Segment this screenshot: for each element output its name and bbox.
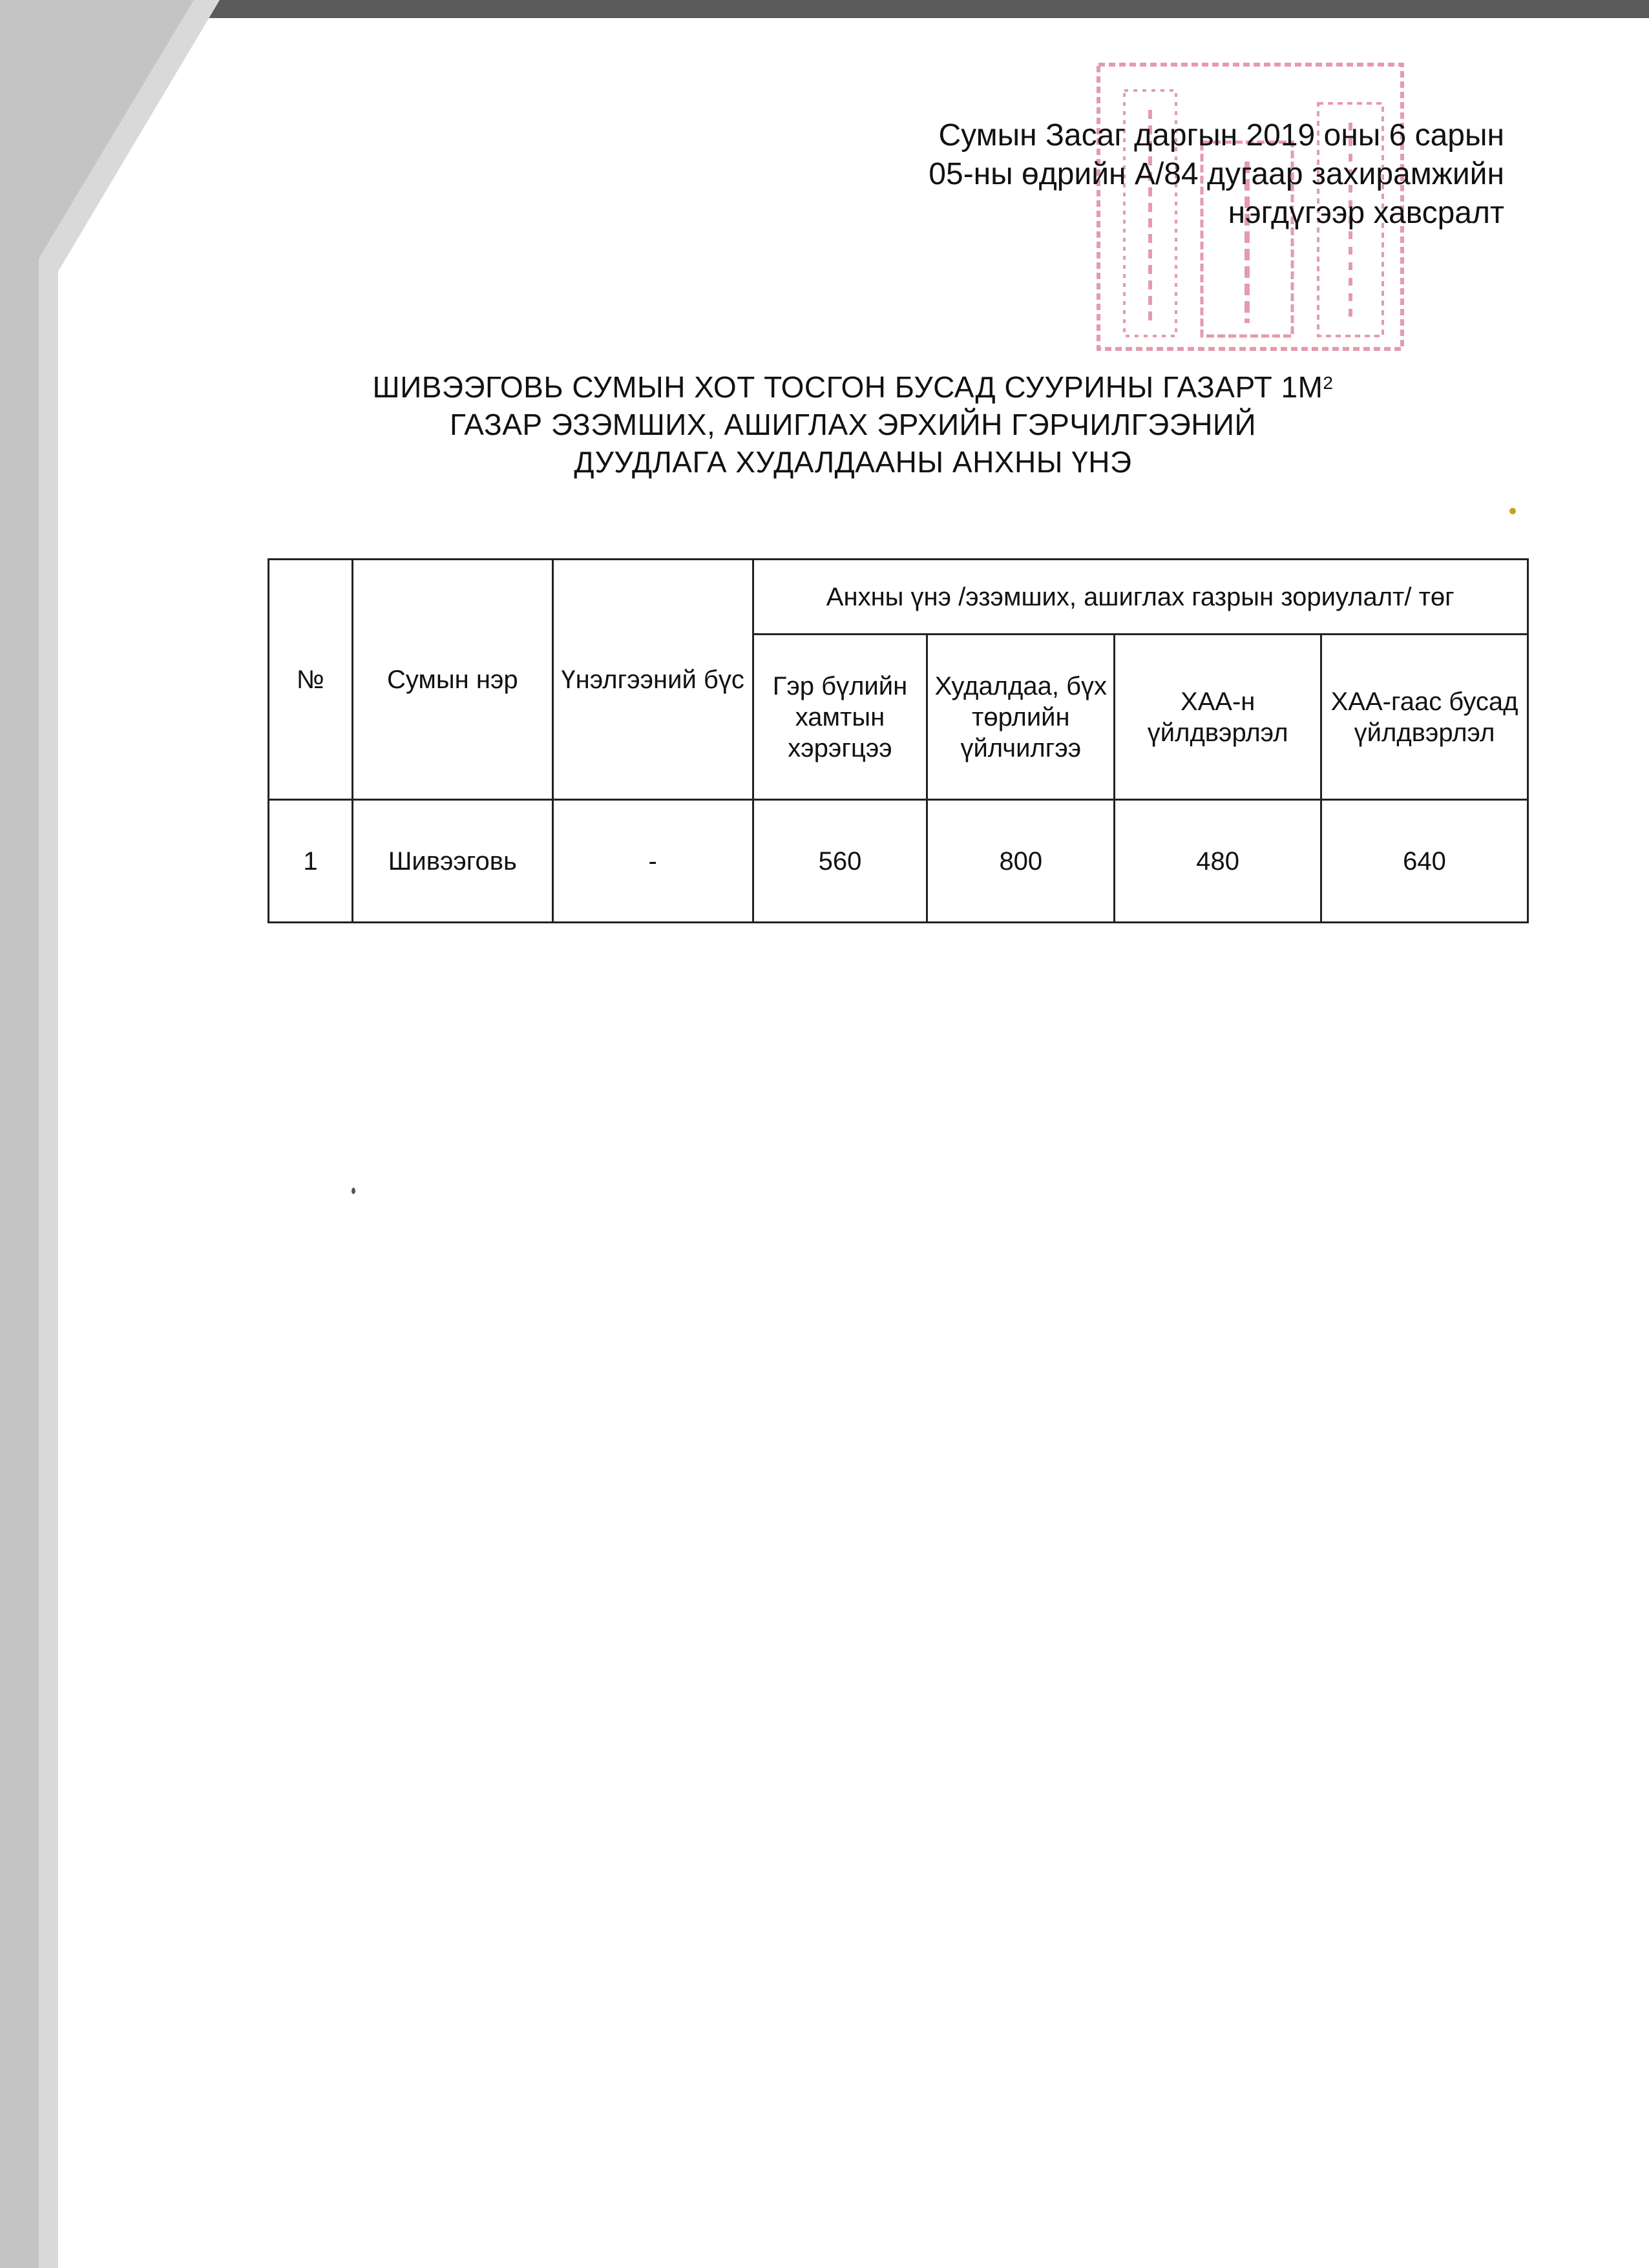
appendix-line-3: нэгдүгээр хавсралт <box>1228 196 1504 230</box>
cell-name: Шивээговь <box>352 800 552 923</box>
title-line-1 <box>297 368 1409 406</box>
table-row <box>269 800 1528 923</box>
cell-no: 1 <box>269 800 353 923</box>
scan-speck <box>1509 508 1516 514</box>
header-trade-services: Худалдаа, бүх төрлийн үйлчилгээ <box>927 635 1115 800</box>
scan-mark <box>352 1188 355 1194</box>
cell-trade-services: 800 <box>927 800 1115 923</box>
appendix-line-2: 05-ны өдрийн А/84 дугаар захирамжийн <box>929 157 1504 191</box>
header-no: № <box>269 560 353 800</box>
appendix-line-1: Сумын Засаг даргын 2019 оны 6 сарын <box>938 118 1504 152</box>
header-initial-price-group: Анхны үнэ /эзэмших, ашиглах газрын зориулалт/ төг <box>753 560 1528 635</box>
header-agri-production: ХАА-н үйлдвэрлэл <box>1115 635 1321 800</box>
document-title <box>297 368 1409 481</box>
price-table <box>268 558 1529 923</box>
cell-valuation-zone: - <box>552 800 753 923</box>
header-name: Сумын нэр <box>352 560 552 800</box>
appendix-reference <box>793 116 1504 233</box>
header-non-agri-production: ХАА-гаас бусад үйлдвэрлэл <box>1321 635 1528 800</box>
title-line-2: ГАЗАР ЭЗЭМШИХ, АШИГЛАХ ЭРХИЙН ГЭРЧИЛГЭЭНИЙ <box>449 408 1257 441</box>
cell-non-agri-production: 640 <box>1321 800 1528 923</box>
title-superscript: 2 <box>1323 373 1334 393</box>
title-line-1-text: ШИВЭЭГОВЬ СУМЫН ХОТ ТОСГОН БУСАД СУУРИНЫ ГАЗАРТ 1М <box>372 370 1323 404</box>
cell-household-use: 560 <box>753 800 927 923</box>
header-household-use: Гэр бүлийн хамтын хэрэгцээ <box>753 635 927 800</box>
table-header-row-1 <box>269 560 1528 635</box>
title-line-3: ДУУДЛАГА ХУДАЛДААНЫ АНХНЫ ҮНЭ <box>574 445 1132 479</box>
header-valuation-zone: Үнэлгээний бүс <box>552 560 753 800</box>
cell-agri-production: 480 <box>1115 800 1321 923</box>
